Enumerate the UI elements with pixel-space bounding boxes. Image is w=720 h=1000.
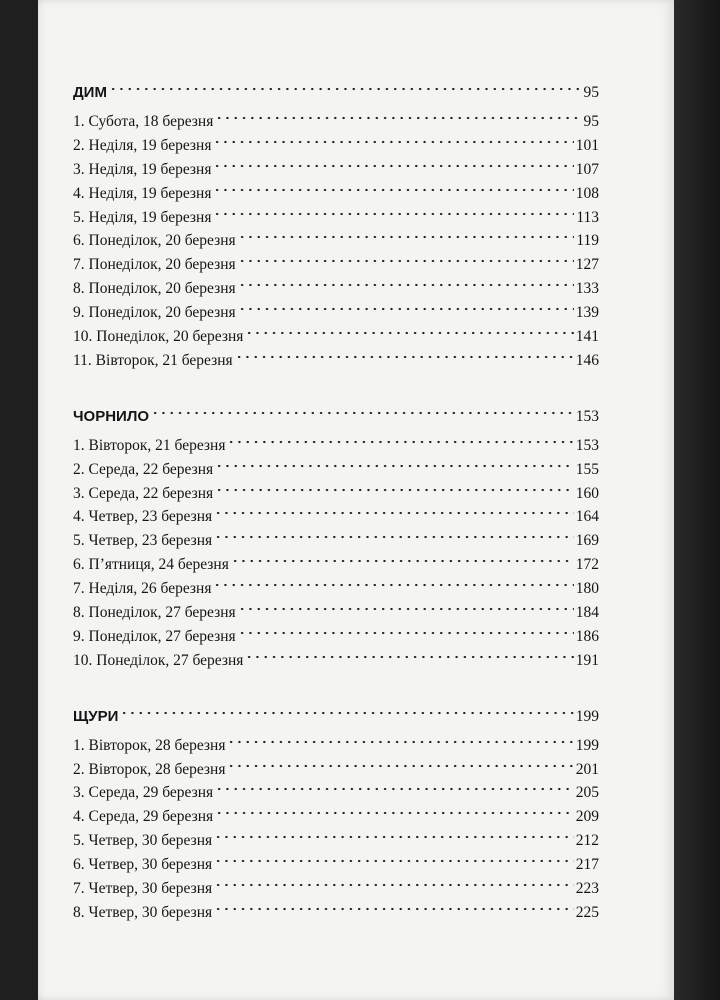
chapter-page-number: 225 — [575, 903, 599, 921]
chapter-title: 1. Субота, 18 березня — [73, 113, 214, 130]
dot-leader — [214, 532, 574, 542]
chapter-page-number: 146 — [575, 351, 599, 369]
toc-entry — [73, 577, 599, 601]
dot-leader — [245, 328, 573, 338]
chapter-title: 1. Вівторок, 28 березня — [73, 736, 226, 754]
dot-leader — [231, 556, 574, 566]
chapter-title: 2. Неділя, 19 березня — [73, 136, 212, 154]
dot-leader — [214, 832, 574, 842]
section-heading — [73, 404, 599, 429]
chapter-page-number: 223 — [575, 880, 599, 898]
toc-section-dim — [73, 80, 599, 373]
dot-leader — [227, 437, 573, 447]
dot-leader — [213, 209, 574, 219]
chapter-page-number: 164 — [575, 508, 599, 526]
chapter-title: 6. П’ятниця, 24 березня — [73, 556, 229, 574]
dot-leader — [245, 652, 573, 662]
section-heading — [73, 704, 599, 729]
dot-leader — [215, 485, 574, 495]
dot-leader — [215, 113, 581, 123]
chapter-title: 6. Понеділок, 20 березня — [73, 232, 236, 250]
toc-entry — [73, 325, 599, 349]
dot-leader — [213, 185, 573, 195]
toc-entry — [73, 206, 599, 230]
section-title: ЩУРИ — [73, 707, 119, 725]
dot-leader — [227, 737, 573, 747]
chapter-page-number: 155 — [575, 460, 599, 478]
chapter-title: 5. Неділя, 19 березня — [73, 208, 212, 226]
toc-entry — [73, 805, 599, 829]
chapter-page-number: 172 — [575, 556, 599, 574]
section-heading — [73, 80, 599, 105]
toc-entry — [73, 758, 599, 782]
section-title: ДИМ — [73, 84, 107, 101]
dot-leader — [238, 628, 574, 638]
toc-entry — [73, 649, 599, 673]
chapter-page-number: 139 — [575, 304, 599, 322]
chapter-page-number: 133 — [575, 280, 599, 298]
dot-leader — [238, 256, 574, 266]
toc-entry — [73, 229, 599, 253]
chapter-page-number: 107 — [575, 160, 599, 178]
toc-entry — [73, 829, 599, 853]
toc-entry — [73, 877, 599, 901]
chapter-page-number: 95 — [583, 113, 599, 130]
toc-entry — [73, 781, 599, 805]
chapter-list — [73, 110, 599, 373]
dot-leader — [214, 880, 574, 890]
chapter-title: 9. Понеділок, 20 березня — [73, 304, 236, 322]
toc-entry — [73, 625, 599, 649]
chapter-title: 8. Понеділок, 20 березня — [73, 280, 236, 298]
background-edge — [674, 0, 720, 1000]
chapter-list — [73, 734, 599, 925]
dot-leader — [214, 856, 574, 866]
toc-entry — [73, 458, 599, 482]
chapter-page-number: 201 — [575, 760, 599, 778]
chapter-title: 10. Понеділок, 20 березня — [73, 328, 244, 346]
chapter-page-number: 141 — [575, 328, 599, 346]
section-page-number: 199 — [575, 707, 599, 725]
toc-entry — [73, 434, 599, 458]
dot-leader — [213, 137, 573, 147]
toc-entry — [73, 601, 599, 625]
dot-leader — [213, 161, 573, 171]
toc-section-shchury — [73, 704, 599, 925]
toc-entry — [73, 349, 599, 373]
chapter-title: 10. Понеділок, 27 березня — [73, 651, 244, 669]
chapter-page-number: 205 — [575, 784, 599, 802]
toc-section-chornylo — [73, 404, 599, 673]
chapter-page-number: 113 — [576, 208, 599, 226]
chapter-title: 3. Середа, 22 березня — [73, 484, 214, 502]
chapter-title: 8. Четвер, 30 березня — [73, 903, 213, 921]
chapter-page-number: 217 — [575, 856, 599, 874]
toc-entry — [73, 182, 599, 206]
toc-entry — [73, 301, 599, 325]
chapter-page-number: 199 — [575, 736, 599, 754]
dot-leader — [235, 352, 574, 362]
chapter-page-number: 101 — [575, 136, 599, 154]
chapter-title: 9. Понеділок, 27 березня — [73, 627, 236, 645]
dot-leader — [215, 784, 574, 794]
chapter-title: 7. Четвер, 30 березня — [73, 880, 213, 898]
toc-entry — [73, 110, 599, 134]
chapter-page-number: 184 — [575, 604, 599, 622]
toc-entry — [73, 853, 599, 877]
chapter-title: 5. Четвер, 23 березня — [73, 532, 213, 550]
dot-leader — [238, 280, 574, 290]
chapter-list — [73, 434, 599, 673]
toc-entry — [73, 277, 599, 301]
chapter-page-number: 212 — [575, 832, 599, 850]
chapter-title: 8. Понеділок, 27 березня — [73, 604, 236, 622]
chapter-title: 4. Четвер, 23 березня — [73, 508, 213, 526]
toc-entry — [73, 505, 599, 529]
toc-entry — [73, 553, 599, 577]
chapter-title: 2. Середа, 22 березня — [73, 460, 214, 478]
chapter-page-number: 108 — [575, 184, 599, 202]
chapter-page-number: 119 — [576, 232, 599, 250]
toc-entry — [73, 529, 599, 553]
toc-entry — [73, 253, 599, 277]
dot-leader — [238, 232, 575, 242]
dot-leader — [214, 508, 574, 518]
section-page-number: 153 — [575, 407, 599, 425]
chapter-page-number: 127 — [575, 256, 599, 274]
table-of-contents — [73, 80, 599, 925]
dot-leader — [151, 408, 574, 418]
chapter-title: 5. Четвер, 30 березня — [73, 832, 213, 850]
chapter-page-number: 191 — [575, 651, 599, 669]
dot-leader — [238, 304, 574, 314]
chapter-page-number: 169 — [575, 532, 599, 550]
toc-entry — [73, 901, 599, 925]
chapter-page-number: 153 — [575, 436, 599, 454]
dot-leader — [238, 604, 574, 614]
toc-entry — [73, 134, 599, 158]
dot-leader — [120, 708, 573, 718]
section-page-number: 95 — [583, 84, 599, 101]
chapter-title: 3. Середа, 29 березня — [73, 784, 214, 802]
chapter-title: 7. Понеділок, 20 березня — [73, 256, 236, 274]
toc-entry — [73, 734, 599, 758]
dot-leader — [215, 461, 574, 471]
chapter-title: 11. Вівторок, 21 березня — [73, 351, 233, 369]
toc-entry — [73, 482, 599, 506]
chapter-title: 6. Четвер, 30 березня — [73, 856, 213, 874]
chapter-title: 4. Неділя, 19 березня — [73, 184, 212, 202]
dot-leader — [227, 761, 573, 771]
dot-leader — [109, 84, 582, 94]
dot-leader — [214, 904, 574, 914]
chapter-page-number: 160 — [575, 484, 599, 502]
chapter-page-number: 209 — [575, 808, 599, 826]
chapter-title: 2. Вівторок, 28 березня — [73, 760, 226, 778]
chapter-title: 1. Вівторок, 21 березня — [73, 436, 226, 454]
toc-entry — [73, 158, 599, 182]
chapter-page-number: 186 — [575, 627, 599, 645]
chapter-page-number: 180 — [575, 580, 599, 598]
dot-leader — [213, 580, 573, 590]
chapter-title: 3. Неділя, 19 березня — [73, 160, 212, 178]
dot-leader — [215, 808, 574, 818]
chapter-title: 4. Середа, 29 березня — [73, 808, 214, 826]
chapter-title: 7. Неділя, 26 березня — [73, 580, 212, 598]
section-title: ЧОРНИЛО — [73, 407, 150, 425]
